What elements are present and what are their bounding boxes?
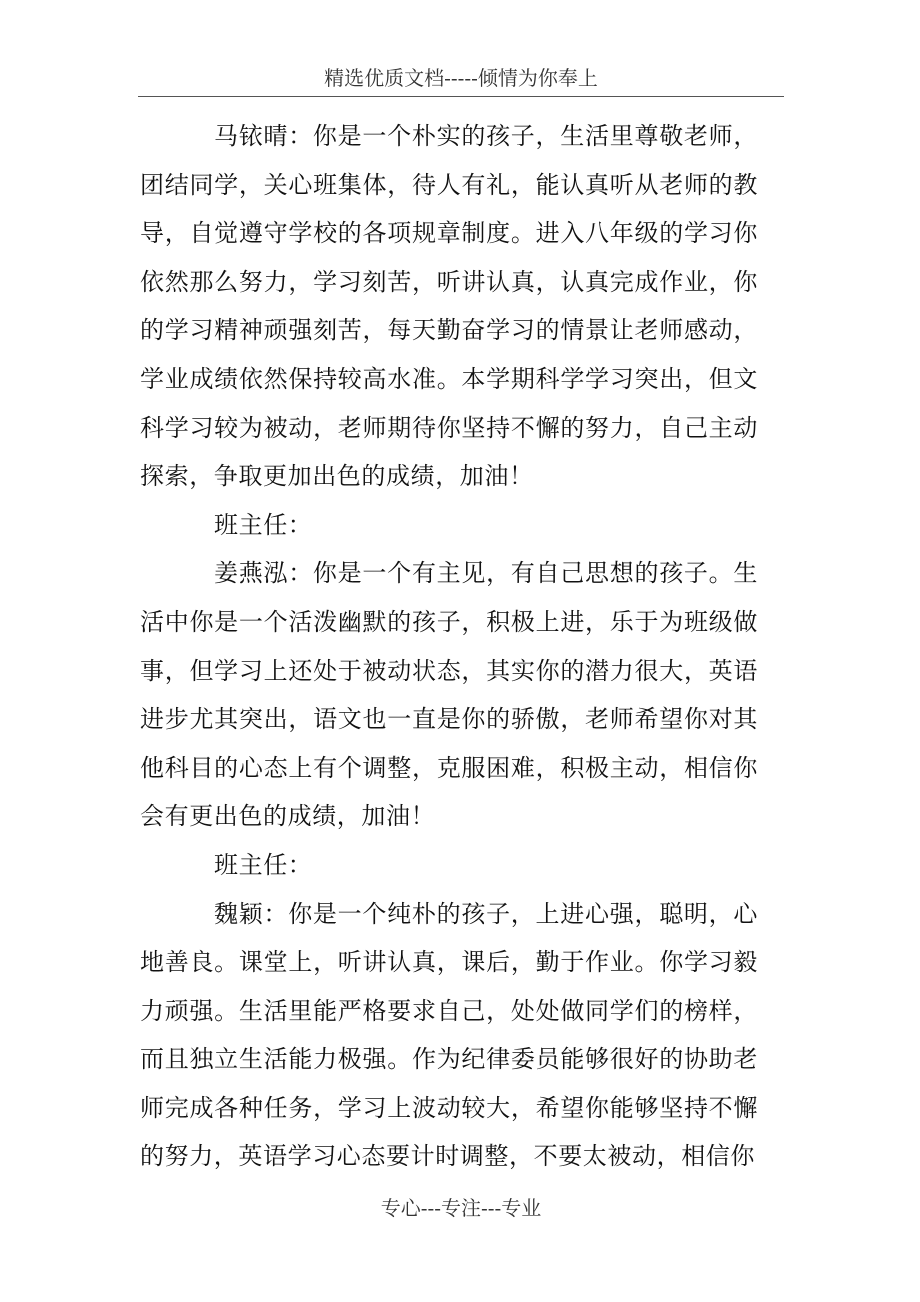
page-footer: 专心---专注---专业 (380, 1196, 542, 1220)
comment-paragraph-wei: 魏颖：你是一个纯朴的孩子，上进心强，聪明，心地善良。课堂上，听讲认真，课后，勤于作业。你学习毅力顽强。生活里能严格要求自己，处处做同学们的榜样，而且独立生活能力极强。作为纪律委员能够很好的协助老师完成各种任务，学习上波动较大，希望你能够坚持不懈的努力，英语学习心态要计时调整，不要太被动，相信你 (140, 899, 758, 1171)
header-divider (138, 96, 784, 97)
teacher-signature-line: 班主任： (214, 510, 313, 539)
document-body (140, 112, 758, 1181)
page-header: 精选优质文档-----倾情为你奉上 (324, 66, 598, 90)
comment-paragraph-ma: 马铱晴：你是一个朴实的孩子，生活里尊敬老师，团结同学，关心班集体，待人有礼，能认真听从老师的教导，自觉遵守学校的各项规章制度。进入八年级的学习你依然那么努力，学习刻苦，听讲认真，认真完成作业，你的学习精神顽强刻苦，每天勤奋学习的情景让老师感动，学业成绩依然保持较高水准。本学期科学学习突出，但文科学习较为被动，老师期待你坚持不懈的努力，自己主动探索，争取更加出色的成绩，加油！ (140, 122, 758, 491)
teacher-signature-line: 班主任： (214, 850, 313, 879)
comment-paragraph-jiang: 姜燕泓：你是一个有主见，有自己思想的孩子。生活中你是一个活泼幽默的孩子，积极上进，乐于为班级做事，但学习上还处于被动状态，其实你的潜力很大，英语进步尤其突出，语文也一直是你的骄傲，老师希望你对其他科目的心态上有个调整，克服困难，积极主动，相信你会有更出色的成绩，加油！ (140, 559, 758, 831)
